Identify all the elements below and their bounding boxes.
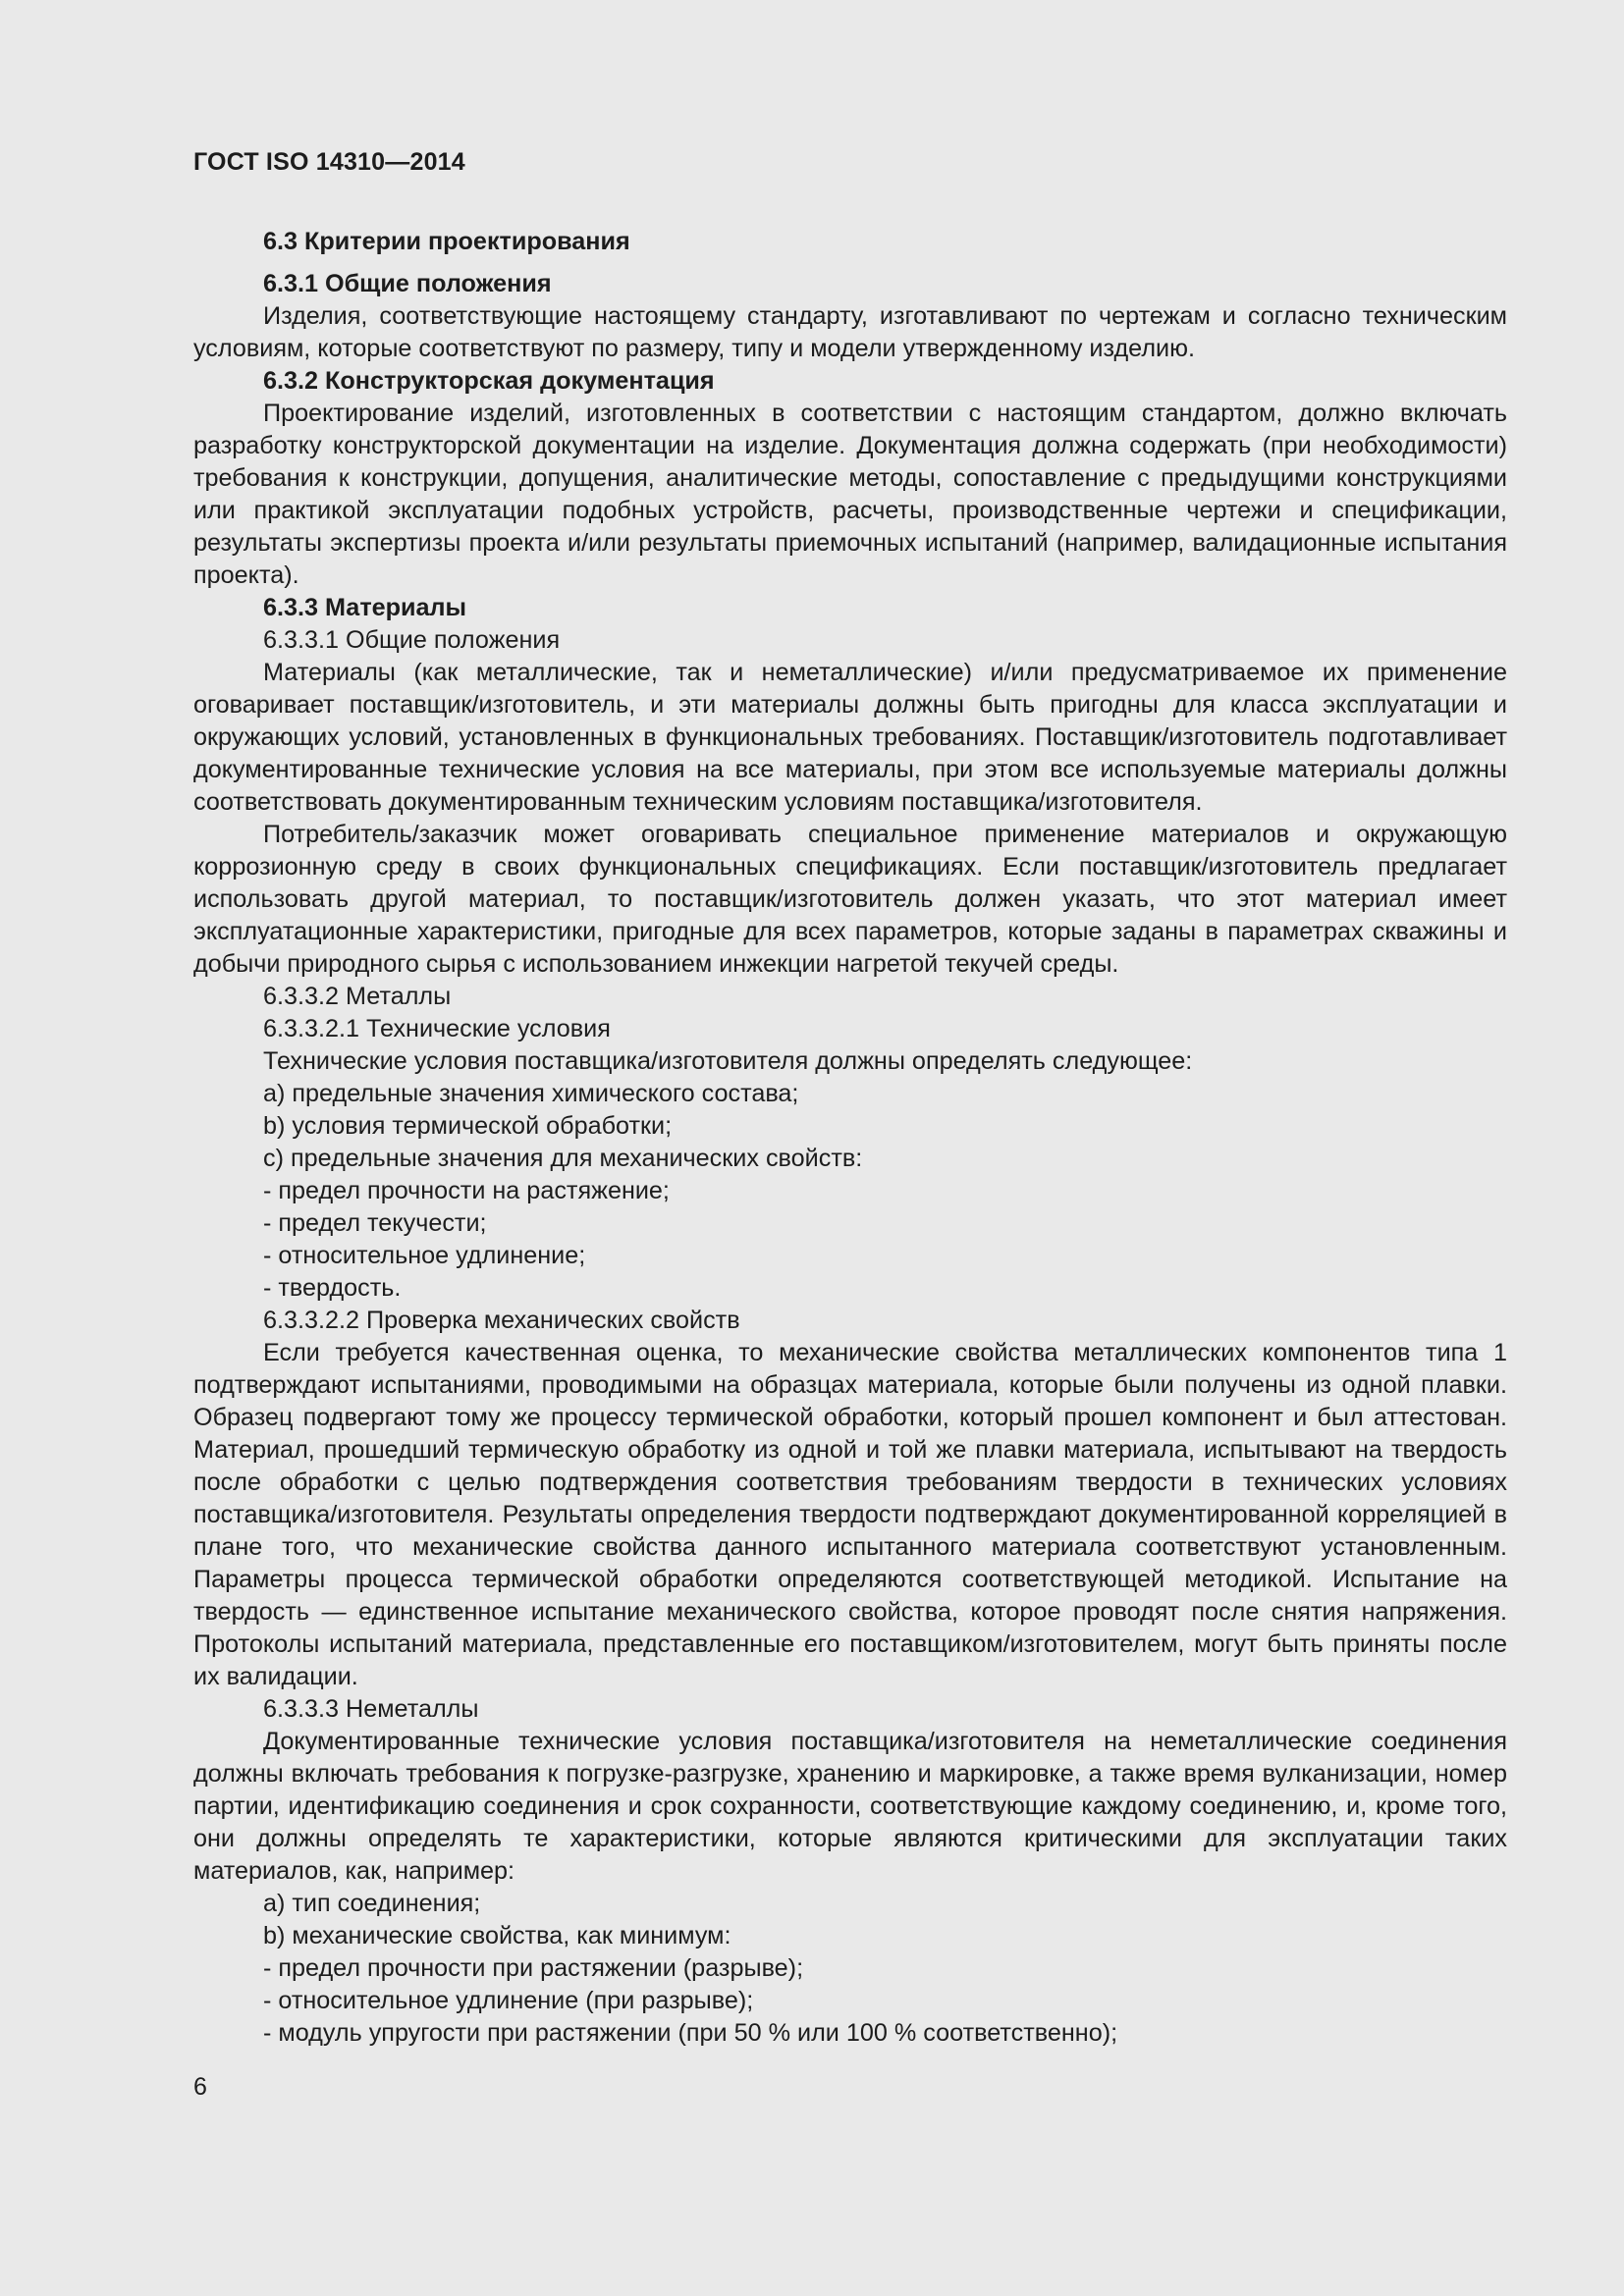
clause-heading: 6.3.3.3 Неметаллы — [263, 1695, 479, 1723]
clause-heading: 6.3.3.2 Металлы — [263, 983, 452, 1010]
subsection-heading: 6.3.2 Конструкторская документация — [263, 367, 715, 395]
clause-heading: 6.3.3.1 Общие положения — [263, 626, 561, 654]
paragraph: Если требуется качественная оценка, то механические свойства металлических компонентов типа 1 подтверждают испытаниями, проводимыми на образцах материала, которые были получены из одной плавки. Образец подвергают тому же процессу термической обработки, который прошел компонент и был аттестован. Материал, прошедший термическую обработку из одной и той же плавки материала, испытывают на твердость после обработки с целью подтверждения соответствия требованиям твердости в технических условиях поставщика/изготовителя. Результаты определения твердости подтверждают документированной корреляцией в плане того, что механические свойства данного испытанного материала соответствуют установленным. Параметры процесса термической обработки определяются соответствующей методикой. Испытание на твердость — единственное испытание механического свойства, которое проводят после снятия напряжения. Протоколы испытаний материала, представленные его поставщиком/изготовителем, могут быть приняты после их валидации. — [193, 1339, 1507, 1690]
list-item: b) условия термической обработки; — [263, 1112, 673, 1140]
subsection-heading: 6.3.1 Общие положения — [263, 270, 552, 297]
list-item: a) тип соединения; — [263, 1890, 481, 1917]
list-item: - предел прочности при растяжении (разрыве); — [263, 1954, 804, 1982]
list-item: c) предельные значения для механических свойств: — [263, 1145, 863, 1172]
list-item: - относительное удлинение (при разрыве); — [263, 1987, 754, 2014]
document-body — [193, 226, 1507, 2050]
paragraph: Потребитель/заказчик может оговаривать специальное применение материалов и окружающую коррозионную среду в своих функциональных спецификациях. Если поставщик/изготовитель предлагает использовать другой материал, то поставщик/изготовитель должен указать, что этот материал имеет эксплуатационные характеристики, пригодные для всех параметров, которые заданы в параметрах скважины и добычи природного сырья с использованием инжекции нагретой текучей среды. — [193, 821, 1507, 978]
section-heading: 6.3 Критерии проектирования — [263, 228, 630, 255]
list-item: b) механические свойства, как минимум: — [263, 1922, 731, 1949]
paragraph: Изделия, соответствующие настоящему стандарту, изготавливают по чертежам и согласно техническим условиям, которые соответствуют по размеру, типу и модели утвержденному изделию. — [193, 302, 1507, 362]
list-item: - модуль упругости при растяжении (при 50 % или 100 % соответственно); — [263, 2019, 1118, 2047]
list-item: - относительное удлинение; — [263, 1242, 586, 1269]
clause-heading: 6.3.3.2.1 Технические условия — [263, 1015, 611, 1042]
page-number: 6 — [193, 2073, 207, 2101]
paragraph: Материалы (как металлические, так и неметаллические) и/или предусматриваемое их применение оговаривает поставщик/изготовитель, и эти материалы должны быть пригодны для класса эксплуатации и окружающих условий, установленных в функциональных требованиях. Поставщик/изготовитель подготавливает документированные технические условия на все материалы, при этом все используемые материалы должны соответствовать документированным техническим условиям поставщика/изготовителя. — [193, 659, 1507, 816]
document-header: ГОСТ ISO 14310—2014 — [193, 148, 465, 176]
list-item: - предел текучести; — [263, 1209, 487, 1237]
subsection-heading: 6.3.3 Материалы — [263, 594, 467, 621]
paragraph: Проектирование изделий, изготовленных в соответствии с настоящим стандартом, должно включать разработку конструкторской документации на изделие. Документация должна содержать (при необходимости) требования к конструкции, допущения, аналитические методы, сопоставление с предыдущими конструкциями или практикой эксплуатации подобных устройств, расчеты, производственные чертежи и спецификации, результаты экспертизы проекта и/или результаты приемочных испытаний (например, валидационные испытания проекта). — [193, 400, 1507, 589]
paragraph: Технические условия поставщика/изготовителя должны определять следующее: — [263, 1047, 1193, 1075]
list-item: a) предельные значения химического состава; — [263, 1080, 799, 1107]
paragraph: Документированные технические условия поставщика/изготовителя на неметаллические соединения должны включать требования к погрузке-разгрузке, хранению и маркировке, а также время вулканизации, номер партии, идентификацию соединения и срок сохранности, соответствующие каждому соединению, и, кроме того, они должны определять те характеристики, которые являются критическими для эксплуатации таких материалов, как, например: — [193, 1728, 1507, 1885]
list-item: - твердость. — [263, 1274, 402, 1302]
list-item: - предел прочности на растяжение; — [263, 1177, 670, 1204]
clause-heading: 6.3.3.2.2 Проверка механических свойств — [263, 1307, 740, 1334]
